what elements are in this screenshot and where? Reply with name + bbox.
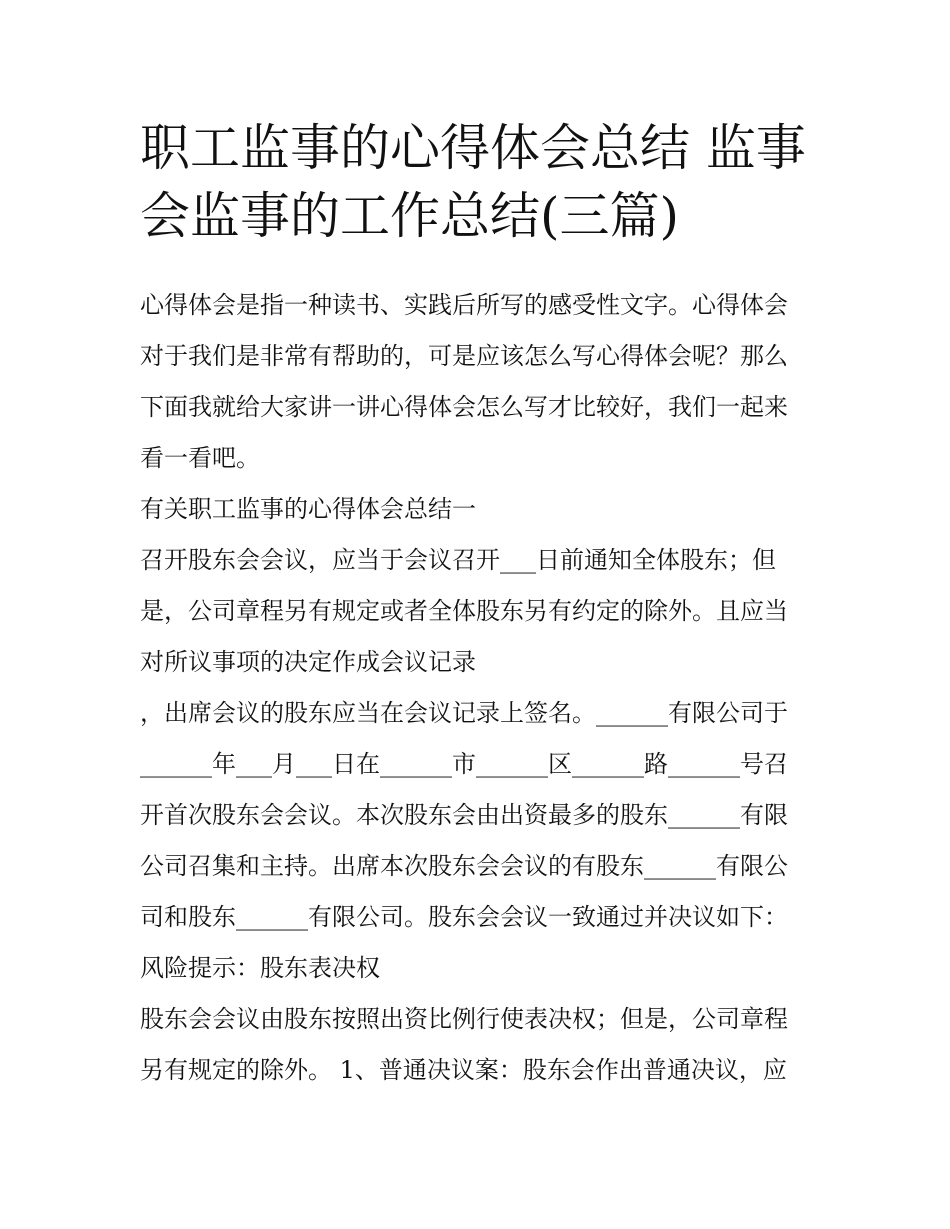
body-line: 召开股东会会议，应当于会议召开___日前通知全体股东；但 [140,546,776,574]
body-line: ，出席会议的股东应当在会议记录上签名。______有限公司于 [140,699,788,727]
body-line: 看一看吧。 [140,444,260,472]
body-line: 下面我就给大家讲一讲心得体会怎么写才比较好，我们一起来 [140,393,788,421]
body-line: 是，公司章程另有规定或者全体股东另有约定的除外。且应当 [140,597,788,625]
body-line: 司和股东______有限公司。股东会会议一致通过并决议如下： [140,903,788,931]
body-line: 开首次股东会会议。本次股东会由出资最多的股东______有限 [140,801,788,829]
body-line: ______年___月___日在______市______区______路______号召 [140,750,788,778]
document-body [140,280,820,1096]
section-heading: 有关职工监事的心得体会总结一 [140,495,476,523]
document-title [140,114,820,250]
body-line: 股东会会议由股东按照出资比例行使表决权；但是，公司章程 [140,1005,788,1033]
title-line-1: 职工监事的心得体会总结 监事 [140,119,806,177]
body-line: 公司召集和主持。出席本次股东会会议的有股东______有限公 [140,852,788,880]
section-heading: 风险提示：股东表决权 [140,954,380,982]
body-line: 对于我们是非常有帮助的，可是应该怎么写心得体会呢？那么 [140,342,788,370]
body-line: 心得体会是指一种读书、实践后所写的感受性文字。心得体会 [140,291,788,319]
title-line-2: 会监事的工作总结(三篇) [140,187,680,245]
body-line: 对所议事项的决定作成会议记录 [140,648,476,676]
body-line: 另有规定的除外。 1、普通决议案：股东会作出普通决议，应 [140,1056,787,1084]
